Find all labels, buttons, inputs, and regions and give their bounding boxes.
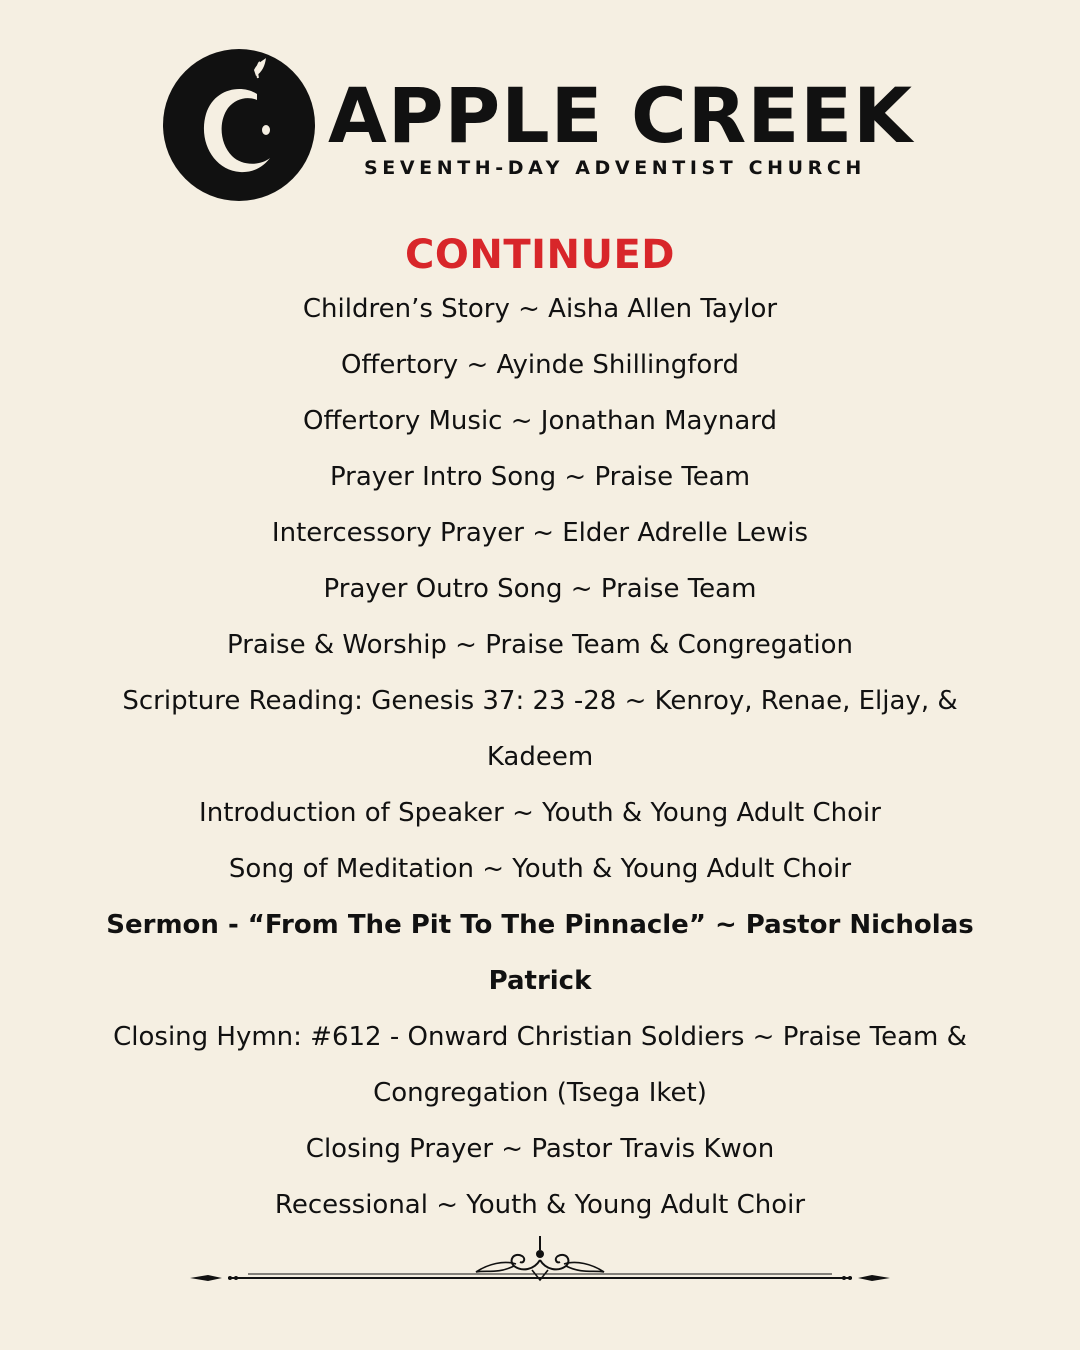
program-item: Scripture Reading: Genesis 37: 23 -28 ~ Kenroy, Renae, Eljay, & Kadeem <box>122 686 958 772</box>
program-item: Intercessory Prayer ~ Elder Adrelle Lewis <box>271 518 809 548</box>
church-header <box>162 48 922 204</box>
program-item: Children’s Story ~ Aisha Allen Taylor <box>302 294 778 324</box>
section-title: CONTINUED <box>405 232 675 278</box>
program-list <box>80 281 1000 1233</box>
program-item: Prayer Intro Song ~ Praise Team <box>329 462 751 492</box>
program-item: Recessional ~ Youth & Young Adult Choir <box>274 1190 806 1220</box>
church-name: APPLE CREEK <box>328 71 914 160</box>
program-item: Praise & Worship ~ Praise Team & Congregation <box>226 630 854 660</box>
program-item: Closing Hymn: #612 - Onward Christian Soldiers ~ Praise Team & Congregation (Tsega Iket) <box>113 1022 967 1108</box>
program-item: Offertory Music ~ Jonathan Maynard <box>302 406 778 436</box>
program-item: Offertory ~ Ayinde Shillingford <box>340 350 740 380</box>
program-item-sermon: Sermon - “From The Pit To The Pinnacle” ~ Pastor Nicholas Patrick <box>106 910 974 996</box>
apple-c-icon <box>162 48 316 202</box>
flourish-divider-icon <box>188 1230 892 1290</box>
program-item: Prayer Outro Song ~ Praise Team <box>323 574 757 604</box>
program-item: Introduction of Speaker ~ Youth & Young Adult Choir <box>199 798 881 828</box>
church-subtitle: SEVENTH-DAY ADVENTIST CHURCH <box>364 157 866 179</box>
program-item: Closing Prayer ~ Pastor Travis Kwon <box>305 1134 775 1164</box>
program-item: Song of Meditation ~ Youth & Young Adult Choir <box>228 854 852 884</box>
